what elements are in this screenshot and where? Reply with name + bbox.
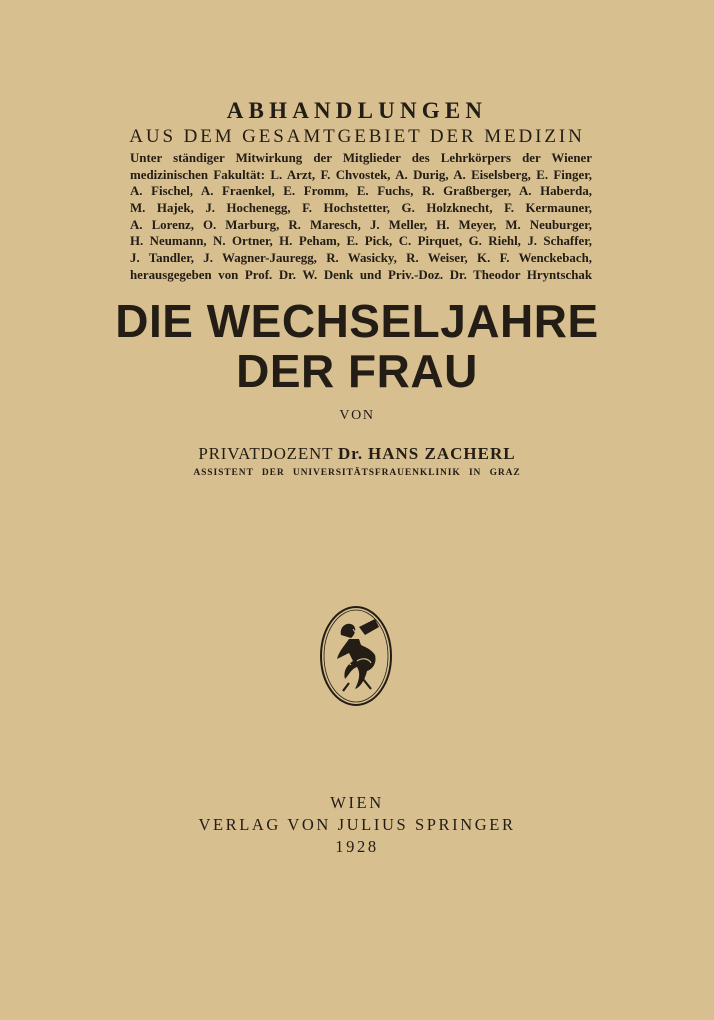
publication-year: 1928 <box>335 837 379 856</box>
author-rank: PRIVATDOZENT <box>198 444 333 463</box>
book-title <box>0 296 714 396</box>
contributor-line: medizinischen Fakultät: L. Arzt, F. Chvostek, A. Durig, A. Eiselsberg, E. Finger, <box>130 167 592 182</box>
contributor-line: H. Neumann, N. Ortner, H. Peham, E. Pick, C. Pirquet, G. Riehl, J. Schaffer, <box>130 234 592 249</box>
contributor-line: J. Tandler, J. Wagner-Jauregg, R. Wasicky, R. Weiser, K. F. Wenckebach, <box>130 251 592 266</box>
von-label: VON <box>339 408 375 423</box>
publisher-block <box>0 792 714 858</box>
contributor-line: M. Hajek, J. Hochenegg, F. Hochstetter, G. Holzknecht, F. Kermauner, <box>130 201 592 216</box>
contributors-block <box>130 150 592 284</box>
series-title: ABHANDLUNGEN <box>226 98 488 123</box>
author-title: Dr. <box>338 444 363 463</box>
editors-line: herausgegeben von Prof. Dr. W. Denk und Priv.-Doz. Dr. Theodor Hryntschak <box>130 267 592 282</box>
publisher-city: WIEN <box>330 793 384 812</box>
series-subtitle: AUS DEM GESAMTGEBIET DER MEDIZIN <box>129 126 585 147</box>
publisher-name: VERLAG VON JULIUS SPRINGER <box>198 815 516 834</box>
contributor-line: A. Fischel, A. Fraenkel, E. Fromm, E. Fuchs, R. Graßberger, A. Haberda, <box>130 184 592 199</box>
contributor-line: A. Lorenz, O. Marburg, R. Maresch, J. Meller, H. Meyer, M. Neuburger, <box>130 217 592 232</box>
book-title-line-1: DIE WECHSELJAHRE <box>115 295 599 347</box>
author-line <box>0 444 714 464</box>
contributor-line: Unter ständiger Mitwirkung der Mitglieder des Lehrkörpers der Wiener <box>130 151 592 165</box>
author-affiliation: ASSISTENT DER UNIVERSITÄTSFRAUENKLINIK IN GRAZ <box>193 468 521 478</box>
book-title-line-2: DER FRAU <box>236 345 478 397</box>
horse-rider-emblem-icon <box>319 605 393 707</box>
author-name: HANS ZACHERL <box>368 444 516 463</box>
